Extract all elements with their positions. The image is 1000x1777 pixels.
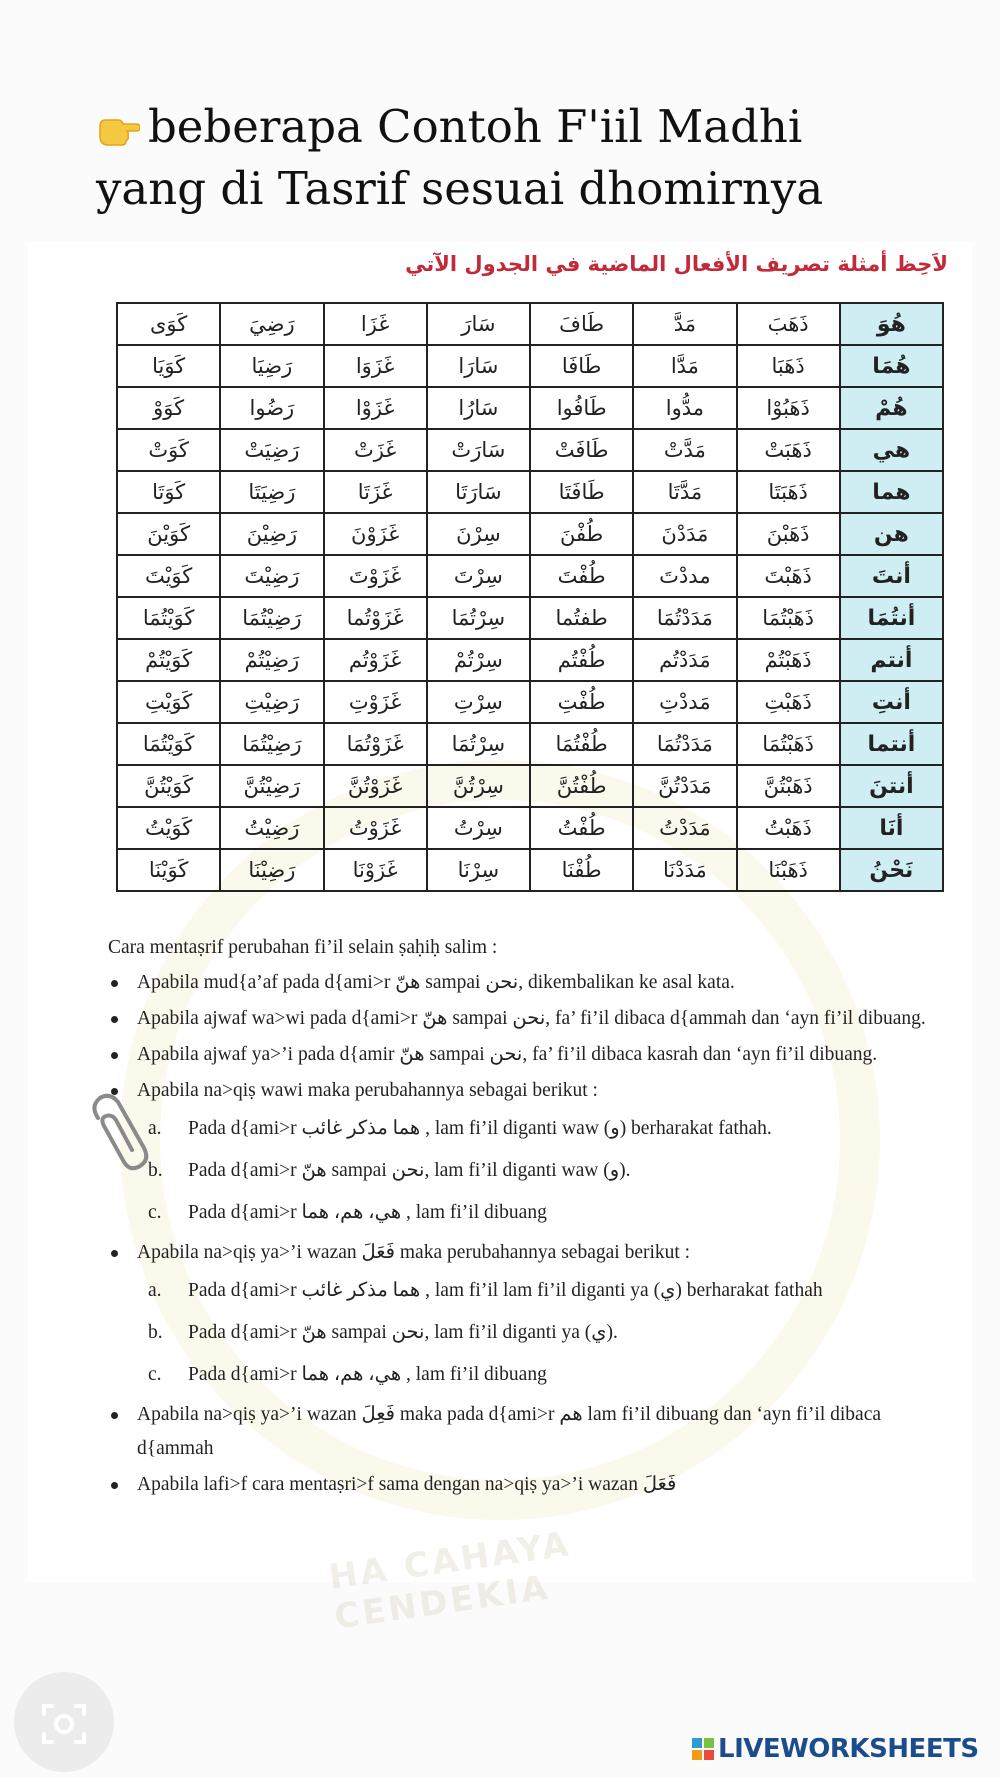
verb-cell: رَضُوا xyxy=(220,387,323,429)
naqis-yai-item-c xyxy=(148,1354,948,1396)
item-text: Pada d{ami>r هنّ sampai نحن, lam fi’il diganti ya (ي). xyxy=(188,1322,618,1343)
pronoun-cell: هُوَ xyxy=(840,303,943,345)
verb-cell: كَوَيْتُمْ xyxy=(117,639,220,681)
item-marker: b. xyxy=(148,1322,163,1343)
tasrif-row xyxy=(117,555,943,597)
verb-cell: ذَهَبْنَا xyxy=(737,849,840,891)
verb-cell: كَوَيْتُنَّ xyxy=(117,765,220,807)
rule-mudaaf: Apabila mud{a’af pada d{ami>r هنّ sampai نحن, dikembalikan ke asal kata. xyxy=(108,966,948,1000)
item-text: Pada d{ami>r هي، هم، هما , lam fi’il dibuang xyxy=(188,1364,547,1385)
item-marker: a. xyxy=(148,1118,162,1139)
verb-cell: رَضِيْتُمْ xyxy=(220,639,323,681)
verb-cell: سَارَتْ xyxy=(427,429,530,471)
verb-cell: سَارَتَا xyxy=(427,471,530,513)
title-area xyxy=(96,96,956,220)
naqis-wawi-item-a xyxy=(148,1108,948,1150)
verb-cell: ذَهَبْتُمْ xyxy=(737,639,840,681)
naqis-wawi-item-c xyxy=(148,1192,948,1234)
verb-cell: طفتُما xyxy=(530,597,633,639)
verb-cell: كَوَيْتَ xyxy=(117,555,220,597)
verb-cell: غَزَوْتِ xyxy=(324,681,427,723)
verb-cell: غَزَا xyxy=(324,303,427,345)
pronoun-cell: أنتِ xyxy=(840,681,943,723)
verb-cell: كَوَيْتُمَا xyxy=(117,597,220,639)
naqis-yai-sublist xyxy=(137,1270,948,1396)
tasrif-row xyxy=(117,639,943,681)
brand-name: LIVEWORKSHEETS xyxy=(718,1734,979,1764)
item-text: Pada d{ami>r هي، هم، هما , lam fi’il dibuang xyxy=(188,1202,547,1223)
naqis-yai-item-b xyxy=(148,1312,948,1354)
rules-list xyxy=(108,966,948,1502)
verb-cell: رَضِيْنَا xyxy=(220,849,323,891)
verb-cell: كَوَتْ xyxy=(117,429,220,471)
verb-cell: طُفْتُ xyxy=(530,807,633,849)
pronoun-cell: هُمْ xyxy=(840,387,943,429)
verb-cell: غَزَوْتَ xyxy=(324,555,427,597)
verb-cell: سِرْنَا xyxy=(427,849,530,891)
verb-cell: رَضِيْتِ xyxy=(220,681,323,723)
verb-cell: سِرْتُمْ xyxy=(427,639,530,681)
tasrif-row xyxy=(117,807,943,849)
verb-cell: سَارَ xyxy=(427,303,530,345)
verb-cell: سِرْتُ xyxy=(427,807,530,849)
rule-ajwaf-yai: Apabila ajwaf ya>’i pada d{amir هنّ sampai نحن, fa’ fi’il dibaca kasrah dan ‘ayn fi’il dibuang. xyxy=(108,1038,948,1072)
verb-cell: رَضِيْنَ xyxy=(220,513,323,555)
verb-cell: مَدَدْتُنَّ xyxy=(633,765,736,807)
verb-cell: غَزَوْتُما xyxy=(324,597,427,639)
rule-ajwaf-wawi: Apabila ajwaf wa>wi pada d{ami>r هنّ sampai نحن, fa’ fi’il dibaca d{ammah dan ‘ayn fi’il dibuang. xyxy=(108,1002,948,1036)
arabic-heading: لاَحِظ أمثلة تصريف الأفعال الماضية في الجدول الآتي xyxy=(405,252,948,276)
verb-cell: مَدَدْتُ xyxy=(633,807,736,849)
item-marker: b. xyxy=(148,1160,163,1181)
pronoun-cell: نَحْنُ xyxy=(840,849,943,891)
rule-naqis-yai-faila: Apabila na>qiṣ ya>’i wazan فَعِلَ maka pada d{ami>r هم lam fi’il dibuang dan ‘ayn fi’il dibaca d{ammah xyxy=(108,1398,948,1466)
verb-cell: طَافُوا xyxy=(530,387,633,429)
verb-cell: سِرْتُمَا xyxy=(427,723,530,765)
verb-cell: سِرْتُنَّ xyxy=(427,765,530,807)
verb-cell: ذَهَبْتُمَا xyxy=(737,723,840,765)
verb-cell: مَدَدْنَ xyxy=(633,513,736,555)
tasrif-table xyxy=(116,302,944,892)
naqis-wawi-sublist xyxy=(137,1108,948,1234)
verb-cell: غَزَوْتُ xyxy=(324,807,427,849)
watermark-text: HA CAHAYA CENDEKIA xyxy=(326,1524,574,1638)
pronoun-cell: أنَا xyxy=(840,807,943,849)
pronoun-cell: أنتم xyxy=(840,639,943,681)
verb-cell: ذَهَبْتُمَا xyxy=(737,597,840,639)
verb-cell: طُفْتِ xyxy=(530,681,633,723)
tasrif-row xyxy=(117,597,943,639)
title-line-2: yang di Tasrif sesuai dhomirnya xyxy=(96,162,824,215)
tasrif-table-body xyxy=(117,303,943,891)
verb-cell: مدُّوا xyxy=(633,387,736,429)
verb-cell: ذَهَبَا xyxy=(737,345,840,387)
verb-cell: كَوَيْنَا xyxy=(117,849,220,891)
pronoun-cell: أنتما xyxy=(840,723,943,765)
verb-cell: رَضِيْتُمَا xyxy=(220,597,323,639)
verb-cell: مَدَدْتُمَا xyxy=(633,597,736,639)
explanation-text xyxy=(108,932,948,1502)
verb-cell: سِرْتَ xyxy=(427,555,530,597)
rule-lafif: Apabila lafi>f cara mentaṣri>f sama dengan na>qiṣ ya>’i wazan فَعَلَ xyxy=(108,1468,948,1502)
tasrif-row xyxy=(117,429,943,471)
visual-search-icon[interactable] xyxy=(36,1696,92,1752)
tasrif-row xyxy=(117,513,943,555)
rule-naqis-yai-text: Apabila na>qiṣ ya>’i wazan فَعَلَ maka perubahannya sebagai berikut : xyxy=(137,1242,691,1263)
pronoun-cell: أنتنَ xyxy=(840,765,943,807)
verb-cell: ذَهَبْنَ xyxy=(737,513,840,555)
rule-naqis-yai xyxy=(108,1236,948,1396)
tasrif-row xyxy=(117,681,943,723)
verb-cell: رَضِيْتَ xyxy=(220,555,323,597)
verb-cell: مددْتَ xyxy=(633,555,736,597)
verb-cell: رَضِيَتَا xyxy=(220,471,323,513)
verb-cell: رَضِيْتُنَّ xyxy=(220,765,323,807)
verb-cell: مَددْتِ xyxy=(633,681,736,723)
verb-cell: كَوَتَا xyxy=(117,471,220,513)
pronoun-cell: هما xyxy=(840,471,943,513)
verb-cell: مَدَّا xyxy=(633,345,736,387)
tasrif-row xyxy=(117,849,943,891)
verb-cell: سِرْتُمَا xyxy=(427,597,530,639)
verb-cell: ذَهَبْتَ xyxy=(737,555,840,597)
item-marker: c. xyxy=(148,1202,162,1223)
verb-cell: طَافَا xyxy=(530,345,633,387)
verb-cell: مَدَدْتُم xyxy=(633,639,736,681)
verb-cell: غَزَوْنَا xyxy=(324,849,427,891)
verb-cell: سَارُا xyxy=(427,387,530,429)
verb-cell: طَافَ xyxy=(530,303,633,345)
naqis-yai-item-a xyxy=(148,1270,948,1312)
tasrif-row xyxy=(117,303,943,345)
verb-cell: مَدَدْتُمَا xyxy=(633,723,736,765)
verb-cell: كَوَوْ xyxy=(117,387,220,429)
item-marker: c. xyxy=(148,1364,162,1385)
verb-cell: ذَهَبَتَا xyxy=(737,471,840,513)
verb-cell: غَزَوْتُمَا xyxy=(324,723,427,765)
verb-cell: مَدَدْنَا xyxy=(633,849,736,891)
verb-cell: طُفْتَ xyxy=(530,555,633,597)
verb-cell: طَافَتَا xyxy=(530,471,633,513)
item-text: Pada d{ami>r هما مذكر غائب , lam fi’il diganti waw (و) berharakat fathah. xyxy=(188,1118,772,1139)
pronoun-cell: هن xyxy=(840,513,943,555)
rule-naqis-wawi-text: Apabila na>qiṣ wawi maka perubahannya sebagai berikut : xyxy=(137,1080,598,1101)
naqis-wawi-item-b xyxy=(148,1150,948,1192)
verb-cell: ذَهَبَتْ xyxy=(737,429,840,471)
verb-cell: ذَهَبَ xyxy=(737,303,840,345)
verb-cell: سِرْنَ xyxy=(427,513,530,555)
tasrif-row xyxy=(117,723,943,765)
verb-cell: كَوَيَا xyxy=(117,345,220,387)
verb-cell: طُفْنَا xyxy=(530,849,633,891)
title-text-1: beberapa Contoh F'iil Madhi xyxy=(148,100,803,153)
verb-cell: رَضِيَا xyxy=(220,345,323,387)
item-marker: a. xyxy=(148,1280,162,1301)
verb-cell: غَزَوْنَ xyxy=(324,513,427,555)
intro-line: Cara mentaṣrif perubahan fi’il selain ṣaḥiḥ salim : xyxy=(108,937,498,958)
title-line-1 xyxy=(96,96,956,158)
verb-cell: رَضِيْتُ xyxy=(220,807,323,849)
verb-cell: مَدَّتْ xyxy=(633,429,736,471)
verb-cell: رَضِيَ xyxy=(220,303,323,345)
verb-cell: طَافَتْ xyxy=(530,429,633,471)
verb-cell: غَزَوْتُم xyxy=(324,639,427,681)
verb-cell: سَارَا xyxy=(427,345,530,387)
verb-cell: ذَهَبْتُنَّ xyxy=(737,765,840,807)
pronoun-cell: هي xyxy=(840,429,943,471)
tasrif-row xyxy=(117,387,943,429)
verb-cell: غَزَوْتُنَّ xyxy=(324,765,427,807)
verb-cell: كَوَيْتُ xyxy=(117,807,220,849)
verb-cell: ذَهَبْتُ xyxy=(737,807,840,849)
liveworksheets-logo-icon xyxy=(692,1738,714,1760)
verb-cell: رَضِيَتْ xyxy=(220,429,323,471)
verb-cell: طُفْنَ xyxy=(530,513,633,555)
item-text: Pada d{ami>r هما مذكر غائب , lam fi’il lam fi’il diganti ya (ي) berharakat fathah xyxy=(188,1280,823,1301)
pronoun-cell: أنتُمَا xyxy=(840,597,943,639)
pointing-hand-icon xyxy=(96,116,140,146)
verb-cell: كَوَى xyxy=(117,303,220,345)
verb-cell: كَوَيْنَ xyxy=(117,513,220,555)
verb-cell: غَزَتْ xyxy=(324,429,427,471)
item-text: Pada d{ami>r هنّ sampai نحن, lam fi’il diganti waw (و). xyxy=(188,1160,631,1181)
verb-cell: غَزَتَا xyxy=(324,471,427,513)
verb-cell: مَدَّ xyxy=(633,303,736,345)
pronoun-cell: أنتَ xyxy=(840,555,943,597)
pronoun-cell: هُمَا xyxy=(840,345,943,387)
liveworksheets-brand[interactable] xyxy=(692,1734,979,1768)
verb-cell: ذَهَبُوْا xyxy=(737,387,840,429)
verb-cell: ذَهَبْتِ xyxy=(737,681,840,723)
verb-cell: كَوَيْتِ xyxy=(117,681,220,723)
rule-naqis-wawi xyxy=(108,1074,948,1234)
verb-cell: غَزَوْا xyxy=(324,387,427,429)
tasrif-row xyxy=(117,765,943,807)
verb-cell: كَوَيْتُمَا xyxy=(117,723,220,765)
verb-cell: طُفْتُنَّ xyxy=(530,765,633,807)
tasrif-row xyxy=(117,345,943,387)
verb-cell: رَضِيْتُمَا xyxy=(220,723,323,765)
verb-cell: طُفْتُم xyxy=(530,639,633,681)
verb-cell: سِرْتِ xyxy=(427,681,530,723)
tasrif-row xyxy=(117,471,943,513)
verb-cell: طُفْتُمَا xyxy=(530,723,633,765)
verb-cell: غَزَوَا xyxy=(324,345,427,387)
verb-cell: مَدَّتَا xyxy=(633,471,736,513)
